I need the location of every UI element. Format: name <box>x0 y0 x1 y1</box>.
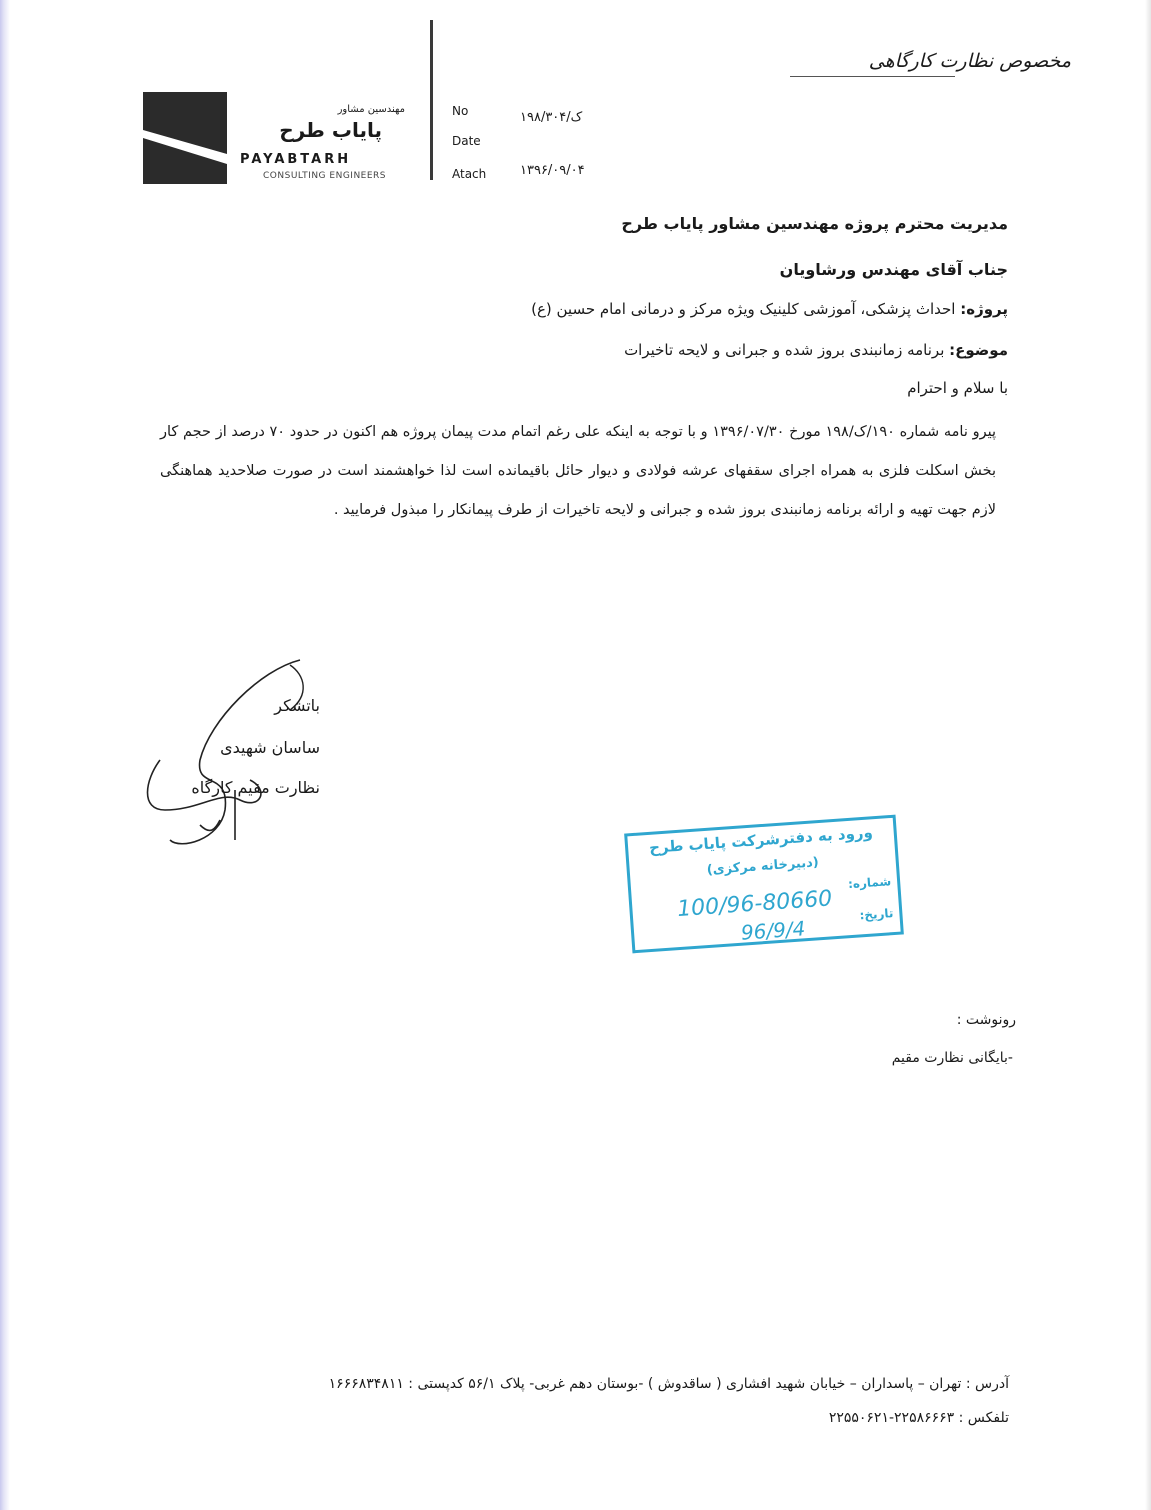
copies-label: رونوشت : <box>956 1012 1016 1028</box>
stamp-title: ورود به دفترشرکت پایاب طرح <box>648 823 874 857</box>
signature-name: ساسان شهیدی <box>220 738 320 757</box>
project-value: احداث پزشکی، آموزشی کلینیک ویژه مرکز و درمانی امام حسین (ع) <box>531 300 961 318</box>
signature-title: نظارت مقیم کارگاه <box>191 778 320 797</box>
received-stamp <box>624 815 904 954</box>
stamp-date-value: 96/9/4 <box>740 916 807 945</box>
letter-recipient: مدیریت محترم پروژه مهندسین مشاور پایاب طرح <box>621 214 1008 233</box>
greeting: با سلام و احترام <box>907 379 1008 397</box>
copies-item: -بایگانی نظارت مقیم <box>891 1050 1013 1066</box>
subject-value: برنامه زمانبندی بروز شده و جبرانی و لایحه تاخیرات <box>624 341 950 359</box>
signature-closing: باتشکر <box>274 696 320 715</box>
footer-address: آدرس : تهران – پاسداران – خیابان شهید افشاری ( ساقدوش ) -بوستان دهم غربی- پلاک ۵۶/۱ کدپستی : ۱۶۶۶۸۳۴۸۱۱ <box>328 1376 1009 1392</box>
project-line <box>531 300 1008 318</box>
subject-label: موضوع: <box>949 341 1008 359</box>
company-logo-icon <box>143 92 227 184</box>
logo-tagline: CONSULTING ENGINEERS <box>263 171 387 181</box>
stamp-number-label: شماره: <box>847 874 892 892</box>
project-label: پروژه: <box>960 300 1008 318</box>
logo-name-fa: پایاب طرح <box>279 118 382 142</box>
scan-edge-right <box>1145 0 1151 1510</box>
stamp-subtitle: (دبیرخانه مرکزی) <box>706 855 820 878</box>
letter-attention: جناب آقای مهندس ورشاویان <box>779 260 1008 279</box>
letter-number-value: ۱۹۸/ک/۳۰۴ <box>520 110 583 125</box>
letter-number-label: No <box>452 104 469 118</box>
stamp-date-label: تاریخ: <box>859 906 894 923</box>
restricted-note: مخصوص نظارت کارگاهی <box>868 50 1071 72</box>
restricted-underline <box>790 76 955 77</box>
logo-subtitle-fa: مهندسین مشاور <box>337 104 405 115</box>
logo-name-en: PAYABTARH <box>240 152 352 167</box>
header-divider <box>430 20 433 180</box>
letter-date-value: ۱۳۹۶/۰۹/۰۴ <box>520 163 585 178</box>
letter-body: پیرو نامه شماره ۱۹۰/ک/۱۹۸ مورخ ۱۳۹۶/۰۷/۳۰ و با توجه به اینکه علی رغم اتمام مدت پیمان پروژه هم اکنون در حدود ۷۰ درصد از حجم کار بخش اسکلت فلزی به همراه اجرای سقفهای عرشه فولادی و دیوار حائل باقیمانده است لذا خواهشمند است در صورت صلاحدید هماهنگی لازم جهت تهیه و ارائه برنامه زمانبندی بروز شده و جبرانی و لایحه تاخیرات از طرف پیمانکار را مبذول فرمایید . <box>160 424 996 518</box>
footer-phone: تلفکس : ۲۲۵۸۶۶۶۳-۲۲۵۵۰۶۲۱ <box>828 1410 1009 1426</box>
letter-date-label: Date <box>452 134 481 148</box>
letter-attach-label: Atach <box>452 167 487 181</box>
subject-line <box>624 341 1008 359</box>
scan-edge-left <box>0 0 10 1510</box>
stamp-number-value: 100/96-80660 <box>676 886 834 923</box>
